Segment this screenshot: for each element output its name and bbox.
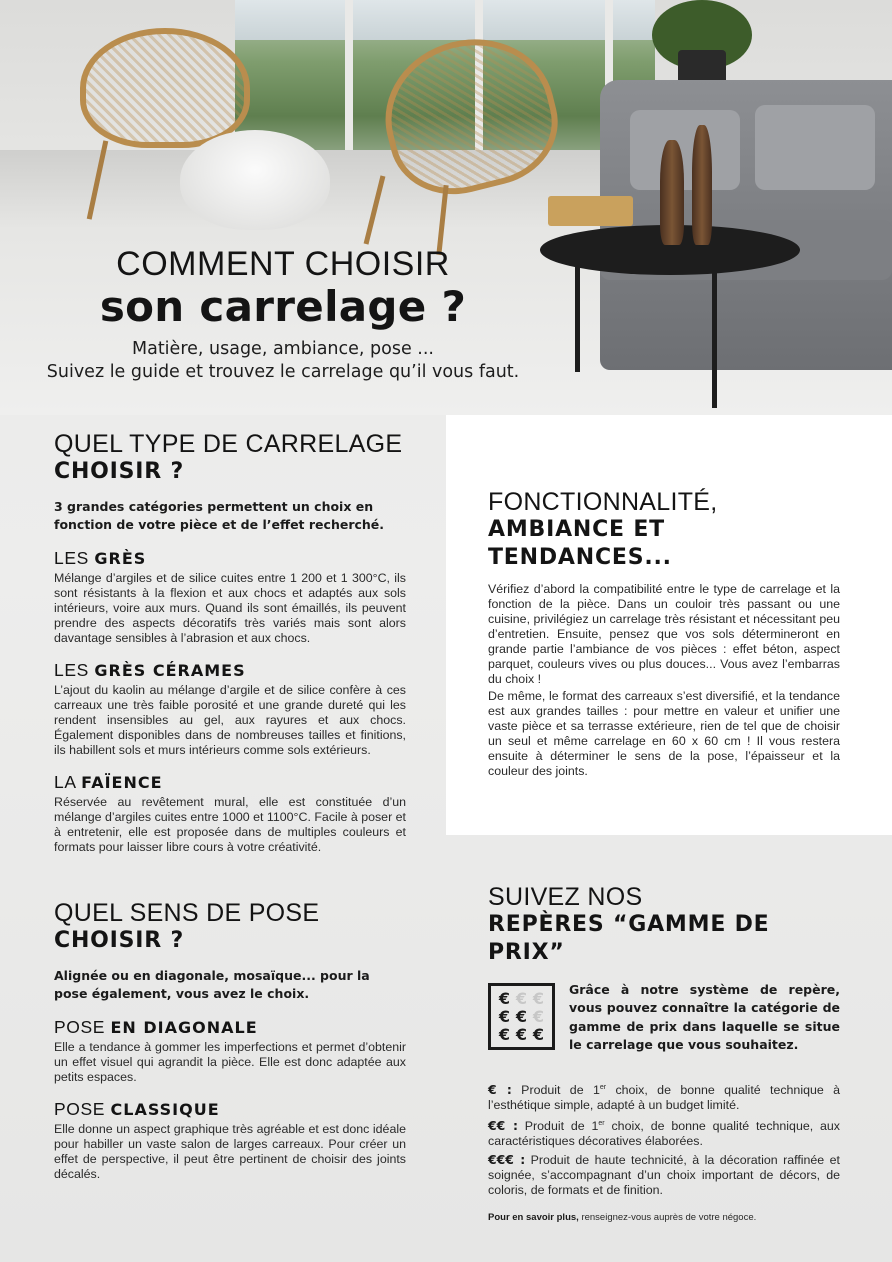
price-footnote — [488, 1212, 840, 1223]
pose-diagonal-bold: EN DIAGONALE — [110, 1018, 258, 1037]
book — [548, 196, 633, 226]
type-intro: 3 grandes catégories permettent un choix en fonction de votre pièce et de l’effet recherché. — [54, 499, 385, 532]
hero-title-line2: son carrelage ? — [99, 282, 467, 331]
price-level-3-text-a: Produit de haute technicité, à la décoration raffinée et soignée, s’accompagnant d’un choix important de décors, de coloris, de formats et de finition. — [488, 1153, 840, 1198]
footnote-bold: Pour en savoir plus, — [488, 1212, 579, 1224]
price-intro: Grâce à notre système de repère, vous pouvez connaître la catégorie de gamme de prix dans laquelle se situe le carrelage que vous souhaitez. — [569, 982, 840, 1052]
table-leg — [712, 268, 717, 408]
type-section — [54, 430, 406, 855]
price-section — [488, 883, 840, 1223]
pose-classic-heading — [54, 1099, 406, 1120]
pose-diagonal-prefix: POSE — [54, 1017, 106, 1037]
price-heading-thin: SUIVEZ NOS — [488, 883, 643, 911]
price-level-1-sup: er — [599, 1084, 607, 1092]
footnote-rest: renseignez-vous auprès de votre négoce. — [578, 1212, 757, 1224]
wood-vase — [692, 125, 712, 245]
price-level-3 — [488, 1152, 840, 1198]
faience-bold: FAÏENCE — [81, 773, 163, 792]
price-level-3-label: €€€ : — [488, 1152, 526, 1168]
gres-ceramic-heading — [54, 660, 406, 681]
euro-icon-cell: € — [532, 1006, 545, 1026]
euro-price-icon — [488, 983, 555, 1050]
ambiance-heading-thin: FONCTIONNALITÉ, — [488, 488, 718, 516]
white-pouf — [180, 130, 330, 230]
euro-icon-cell: € — [515, 989, 528, 1009]
gres-prefix: LES — [54, 548, 89, 568]
gres-ceramic-text: L’ajout du kaolin au mélange d’argile et de silice confère à ces carreaux une très faible porosité et une grande dureté qui les rendent insensibles au gel, aux rayures et aux chocs. Également disponibles dans de nombreuses tailles et finitions, ils habillent sols et murs intérieurs comme sols extérieurs. — [54, 683, 406, 757]
price-level-2-label: €€ : — [488, 1118, 518, 1134]
type-heading-thin: QUEL TYPE DE CARRELAGE — [54, 430, 403, 458]
price-level-1-text-a: Produit de 1 — [511, 1083, 600, 1098]
ambiance-section — [488, 488, 840, 779]
price-intro-row — [488, 981, 840, 1054]
price-level-2-sup: er — [598, 1120, 605, 1128]
price-level-1-label: € : — [488, 1082, 512, 1098]
rattan-chair-left — [80, 28, 250, 148]
pose-diagonal-heading — [54, 1017, 406, 1038]
type-heading-bold: CHOISIR ? — [54, 459, 185, 484]
hero-subtitle-line2: Suivez le guide et trouvez le carrelage qu’il vous faut. — [46, 362, 520, 382]
gres-heading — [54, 548, 406, 569]
price-heading-bold: REPÈRES “GAMME DE PRIX” — [488, 912, 770, 965]
euro-icon-cell: € — [498, 1024, 511, 1044]
price-level-1-text-b: choix, de bonne qualité technique à l’esthétique simple, adapté à un budget limité. — [488, 1083, 841, 1113]
pose-section — [54, 899, 406, 1182]
price-level-2-text-b: choix, de bonne qualité technique, aux caractéristiques décoratives élaborées. — [488, 1119, 840, 1149]
pose-classic-text: Elle donne un aspect graphique très agréable et est donc idéale pour habiller un vaste salon de larges carreaux. Pour créer un effet de perspective, il peut être pertinent de choisir des joints décalés. — [54, 1122, 406, 1181]
faience-text: Réservée au revêtement mural, elle est constituée d’un mélange d’argiles cuites entre 1000 et 1100°C. Facile à poser et à entretenir, elle est proposée dans de multiples couleurs et formats pour laisser libre cours à votre créativité. — [54, 795, 406, 854]
price-level-2-text-a: Produit de 1 — [517, 1119, 599, 1134]
wood-vase — [660, 140, 684, 245]
pose-heading-thin: QUEL SENS DE POSE — [54, 899, 320, 927]
faience-heading — [54, 772, 406, 793]
hero-photo — [0, 0, 892, 415]
window-mullion — [345, 0, 353, 155]
sofa-cushion — [755, 105, 875, 190]
gres-ceramic-bold: GRÈS CÉRAMES — [94, 661, 246, 680]
gres-ceramic-prefix: LES — [54, 660, 89, 680]
euro-icon-cell: € — [515, 1024, 528, 1044]
price-level-2 — [488, 1116, 840, 1149]
ambiance-heading-bold: AMBIANCE ET TENDANCES... — [488, 517, 672, 570]
sofa-cushion — [630, 110, 740, 190]
pose-intro: Alignée ou en diagonale, mosaïque... pour la pose également, vous avez le choix. — [54, 968, 370, 1001]
hero-title — [0, 245, 566, 331]
hero-subtitle-line1: Matière, usage, ambiance, pose ... — [132, 339, 434, 359]
pose-classic-prefix: POSE — [54, 1099, 106, 1119]
ambiance-paragraph-1: Vérifiez d’abord la compatibilité entre le type de carrelage et la fonction de la pièce. Dans un couloir très passant ou une cuisine, privilégiez un carrelage très résistant et nécessitant peu d’entretien. Ensuite, pensez que vos sols détermineront en grande partie l’ambiance de vos pièces : effet béton, aspect parquet, couleurs vives ou plus douces... Vous avez l’embarras du choix ! — [488, 582, 840, 686]
gres-bold: GRÈS — [94, 549, 147, 568]
euro-icon-cell: € — [515, 1006, 528, 1026]
faience-prefix: LA — [54, 772, 76, 792]
gres-text: Mélange d’argiles et de silice cuites entre 1 200 et 1 300°C, ils sont résistants à la flexion et aux chocs et adaptés aux sols intérieurs, voire aux murs. Quand ils sont émaillés, ils peuvent prendre des aspects décoratifs très variés mais sont alors davantage sensibles à l’abrasion et aux chocs. — [54, 571, 406, 645]
pose-classic-bold: CLASSIQUE — [110, 1100, 220, 1119]
pose-diagonal-text: Elle a tendance à gommer les imperfections et permet d’obtenir un effet visuel qui agrandit la pièce. Elle est donc adaptée aux petits espaces. — [54, 1040, 406, 1084]
euro-icon-cell: € — [498, 989, 511, 1009]
euro-icon-cell: € — [532, 1024, 545, 1044]
pose-heading-bold: CHOISIR ? — [54, 928, 185, 953]
euro-icon-cell: € — [532, 989, 545, 1009]
ambiance-paragraph-2: De même, le format des carreaux s’est diversifié, et la tendance est aux grandes tailles : pour mettre en valeur et unifier une vaste pièce et sa terrasse extérieure, rien de tel que de choisir un seul et même carrelage en 60 x 60 cm ! Il vous restera ensuite à déterminer le sens de la pose, l’épaisseur et la couleur des joints. — [488, 689, 840, 778]
hero-subtitle — [0, 338, 566, 384]
price-legend — [488, 1080, 840, 1198]
euro-icon-cell: € — [498, 1006, 511, 1026]
price-level-1 — [488, 1080, 840, 1113]
table-leg — [575, 262, 580, 372]
hero-title-line1: COMMENT CHOISIR — [116, 245, 450, 283]
